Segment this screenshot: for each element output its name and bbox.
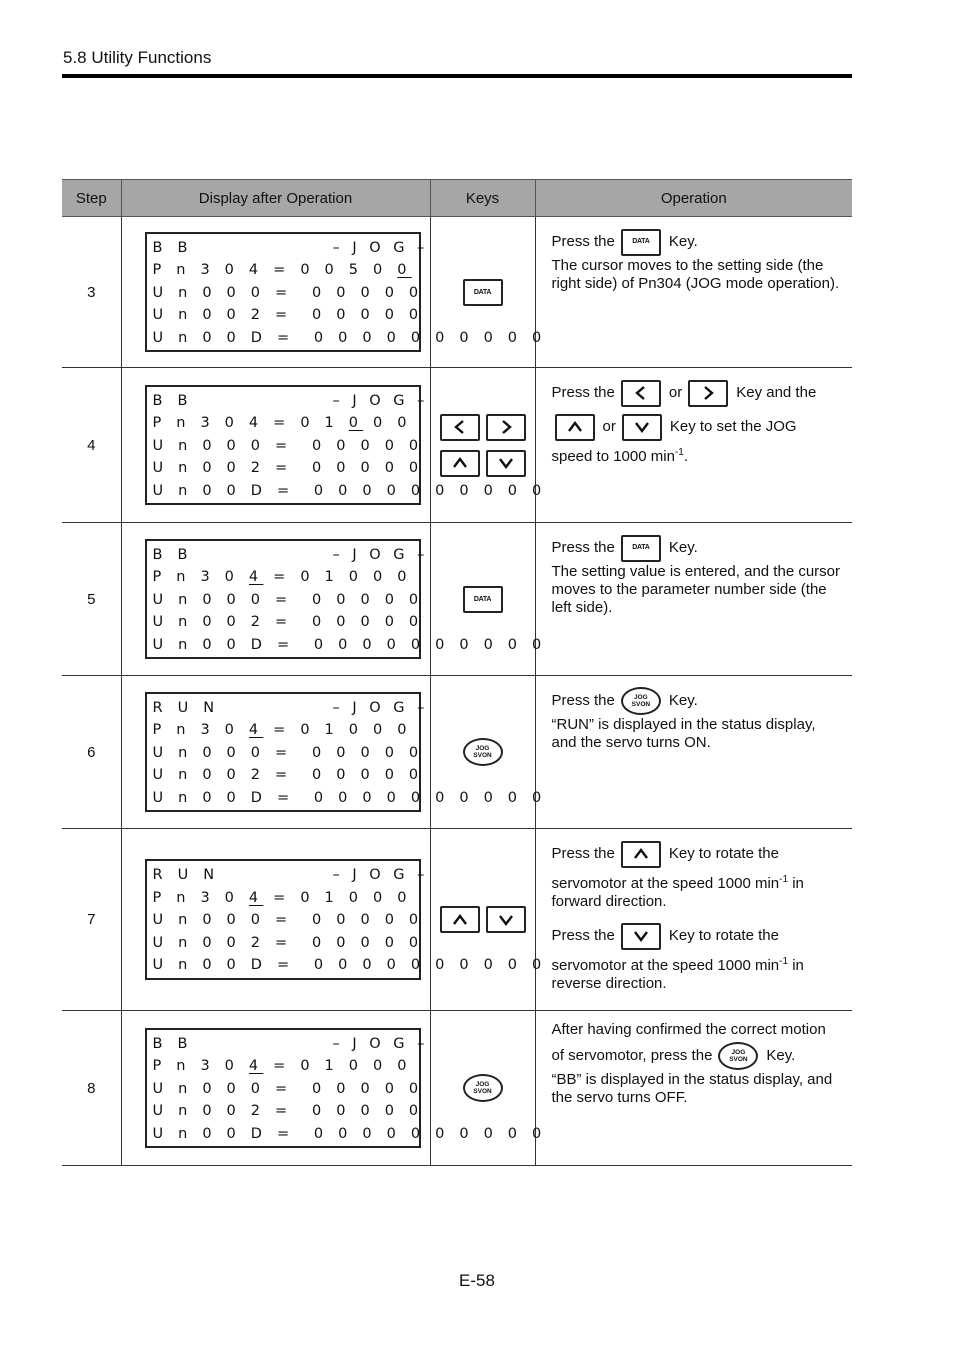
header-step: Step — [62, 180, 121, 217]
lcd-cursor-digit: 0 — [397, 262, 412, 279]
keys-cell — [430, 1011, 535, 1166]
lcd-un002-line: U n 0 0 2 = 0 0 0 0 0 — [152, 1103, 424, 1120]
op-desc-superscript: -1 — [779, 874, 789, 885]
op-or-text: or — [668, 384, 683, 401]
lcd-cursor-digit: 4 — [248, 722, 264, 739]
lcd-pn-suffix: = 0 1 0 0 0 — [263, 722, 412, 739]
lcd-un000-line: U n 0 0 0 = 0 0 0 0 0 — [152, 437, 424, 454]
table-row — [62, 829, 852, 1011]
op-after-text: Key to rotate the — [668, 845, 779, 862]
op-after-text: Key. — [668, 692, 698, 709]
op-desc-text: speed to 1000 min — [551, 448, 675, 465]
jog-label: JOG — [731, 1049, 746, 1056]
jog-svon-key-icon — [621, 687, 661, 715]
up-arrow-icon — [621, 841, 661, 868]
operation-cell — [535, 523, 852, 676]
jog-svon-key-icon[interactable] — [463, 1074, 503, 1102]
op-desc-end: in forward direction. — [551, 875, 804, 910]
section-title: 5.8 Utility Functions — [63, 48, 212, 67]
lcd-un00d-line: U n 0 0 D = 0 0 0 0 0 0 0 0 0 0 — [152, 1125, 547, 1142]
lcd-un000-line: U n 0 0 0 = 0 0 0 0 0 — [152, 1080, 424, 1097]
op-press-line — [552, 839, 845, 869]
op-intro: After having confirmed the correct motion — [551, 1021, 826, 1038]
up-arrow-icon[interactable] — [440, 450, 480, 477]
lcd-status-line — [152, 390, 429, 413]
lcd-status-line — [152, 1033, 429, 1056]
jog-label: JOG — [634, 694, 648, 701]
lcd-status: B B — [152, 239, 193, 256]
op-press-line-2 — [552, 412, 845, 442]
svon-label: SVON — [631, 701, 651, 708]
op-press-line — [552, 1041, 845, 1071]
operation-cell — [535, 676, 852, 829]
svon-label: SVON — [473, 752, 492, 759]
operation-cell — [535, 829, 852, 1011]
lcd-status: B B — [152, 392, 193, 409]
op-description-2 — [552, 957, 845, 993]
op-description: The setting value is entered, and the cursor moves to the parameter number side (the left side). — [551, 563, 841, 616]
lcd-pn-prefix: P n 3 0 — [152, 1058, 249, 1075]
lcd-pn-suffix: = 0 1 0 0 0 — [263, 889, 412, 906]
op-desc-end: in reverse direction. — [551, 957, 804, 992]
op-description: “RUN” is displayed in the status display, and the servo turns ON. — [551, 716, 816, 751]
keys-cell — [430, 829, 535, 1011]
header-operation: Operation — [535, 180, 852, 217]
table-header-row — [62, 180, 852, 217]
lcd-pn-line — [153, 719, 419, 742]
operation-table — [62, 179, 852, 1166]
lcd-un00d-line: U n 0 0 D = 0 0 0 0 0 0 0 0 0 0 — [152, 636, 547, 653]
lcd-cursor-digit: 0 — [348, 415, 364, 432]
page-number: E-58 — [459, 1271, 495, 1290]
lcd-display — [145, 859, 547, 980]
up-arrow-icon[interactable] — [440, 906, 480, 933]
step-number: 5 — [62, 523, 121, 676]
op-press-text: Press the — [551, 384, 615, 401]
op-or-text: or — [602, 418, 616, 435]
lcd-un00d-line: U n 0 0 D = 0 0 0 0 0 0 0 0 0 0 — [152, 789, 547, 806]
lcd-mode: – J O G – — [332, 239, 429, 256]
op-press-text: of servomotor, press the — [551, 1047, 713, 1064]
lcd-un00d-line: U n 0 0 D = 0 0 0 0 0 0 0 0 0 0 — [152, 957, 547, 974]
left-arrow-icon[interactable] — [440, 414, 480, 441]
op-desc-end: . — [683, 448, 688, 465]
lcd-pn-suffix: 0 0 — [363, 415, 412, 432]
op-press-text: Press the — [551, 692, 615, 709]
lcd-status-line — [152, 697, 429, 720]
data-key-icon: DATA — [621, 229, 661, 256]
op-after-text: Key. — [668, 233, 698, 250]
lcd-cursor-digit: 4 — [248, 569, 264, 586]
lcd-mode: – J O G – — [332, 867, 429, 884]
op-press-line-2 — [552, 921, 845, 951]
op-press-line — [552, 227, 845, 257]
step-number: 6 — [62, 676, 121, 829]
display-cell — [121, 368, 547, 523]
data-key-icon[interactable]: DATA — [463, 279, 503, 306]
svon-label: SVON — [729, 1056, 748, 1063]
lcd-un002-line: U n 0 0 2 = 0 0 0 0 0 — [152, 307, 424, 324]
lcd-un000-line: U n 0 0 0 = 0 0 0 0 0 — [152, 591, 424, 608]
lcd-pn-line — [153, 412, 419, 435]
jog-svon-key-icon[interactable] — [463, 738, 503, 766]
lcd-pn-suffix: = 0 1 0 0 0 — [263, 1058, 412, 1075]
down-arrow-icon[interactable] — [486, 450, 526, 477]
lcd-cursor-digit: 4 — [248, 889, 264, 906]
lcd-pn-line — [153, 566, 419, 589]
operation-cell — [535, 368, 852, 523]
left-arrow-icon — [621, 380, 661, 407]
operation-cell — [535, 1011, 852, 1166]
right-arrow-icon[interactable] — [486, 414, 526, 441]
lcd-status: R U N — [152, 699, 220, 716]
lcd-un002-line: U n 0 0 2 = 0 0 0 0 0 — [152, 934, 424, 951]
svon-label: SVON — [473, 1088, 492, 1095]
up-down-keys-group — [440, 906, 526, 933]
lcd-pn-prefix: P n 3 0 — [152, 889, 249, 906]
lcd-status: B B — [152, 1035, 193, 1052]
step-number: 8 — [62, 1011, 121, 1166]
header-keys: Keys — [430, 180, 535, 217]
op-after-text: Key to rotate the — [668, 927, 779, 944]
display-cell — [121, 829, 547, 1011]
op-description — [552, 448, 845, 466]
lcd-cursor-digit: 4 — [248, 1058, 264, 1075]
op-desc-text: servomotor at the speed 1000 min — [551, 875, 780, 892]
jog-svon-key-icon — [718, 1042, 758, 1070]
lcd-pn-line — [153, 1055, 419, 1078]
lcd-pn-suffix: = 0 1 0 0 0 — [263, 569, 412, 586]
lcd-pn-line — [153, 259, 419, 282]
down-arrow-icon — [621, 923, 661, 950]
table-row — [62, 368, 852, 523]
lcd-pn-prefix: P n 3 0 4 = 0 0 5 0 — [152, 262, 398, 279]
op-desc-superscript: -1 — [779, 956, 789, 967]
op-press-line — [552, 378, 845, 408]
lcd-un002-line: U n 0 0 2 = 0 0 0 0 0 — [152, 767, 424, 784]
op-desc-superscript: -1 — [674, 447, 684, 458]
op-desc-text: servomotor at the speed 1000 min — [551, 957, 780, 974]
table-row — [62, 523, 852, 676]
step-number: 4 — [62, 368, 121, 523]
lcd-status: B B — [152, 546, 193, 563]
operation-cell — [535, 217, 852, 368]
lcd-pn-line — [153, 887, 419, 910]
arrow-keys-group — [440, 414, 526, 477]
lcd-un002-line: U n 0 0 2 = 0 0 0 0 0 — [152, 614, 424, 631]
lcd-mode: – J O G – — [332, 546, 429, 563]
up-arrow-icon — [555, 414, 595, 441]
op-press-text: Press the — [551, 233, 615, 250]
down-arrow-icon[interactable] — [486, 906, 526, 933]
op-press-text: Press the — [551, 539, 615, 556]
op-description: “BB” is displayed in the status display, and the servo turns OFF. — [551, 1071, 833, 1106]
table-row — [62, 217, 852, 368]
op-press-text: Press the — [551, 927, 615, 944]
lcd-un00d-line: U n 0 0 D = 0 0 0 0 0 0 0 0 0 0 — [152, 329, 547, 346]
lcd-status-line — [152, 544, 429, 567]
op-description — [552, 875, 845, 911]
step-number: 7 — [62, 829, 121, 1011]
op-mid-text: Key and the — [736, 384, 817, 401]
keys-cell — [430, 368, 535, 523]
table-row — [62, 676, 852, 829]
data-key-icon: DATA — [621, 535, 661, 562]
jog-label: JOG — [475, 745, 490, 752]
step-number: 3 — [62, 217, 121, 368]
op-after-text: Key. — [668, 539, 698, 556]
lcd-un00d-line: U n 0 0 D = 0 0 0 0 0 0 0 0 0 0 — [152, 482, 547, 499]
table-row — [62, 1011, 852, 1166]
lcd-mode: – J O G – — [332, 1035, 429, 1052]
lcd-status-line — [152, 864, 429, 887]
lcd-un002-line: U n 0 0 2 = 0 0 0 0 0 — [152, 460, 424, 477]
lcd-display — [145, 385, 547, 506]
header-display: Display after Operation — [121, 180, 430, 217]
lcd-un000-line: U n 0 0 0 = 0 0 0 0 0 — [152, 744, 424, 761]
right-arrow-icon — [688, 380, 728, 407]
header-rule — [62, 74, 852, 78]
op-after-text: Key. — [766, 1047, 796, 1064]
lcd-un000-line: U n 0 0 0 = 0 0 0 0 0 — [152, 284, 424, 301]
op-after-text: Key to set the JOG — [669, 418, 797, 435]
op-press-line — [552, 686, 845, 716]
lcd-pn-prefix: P n 3 0 — [152, 569, 249, 586]
data-key-icon[interactable]: DATA — [463, 586, 503, 613]
lcd-status: R U N — [152, 867, 220, 884]
op-press-text: Press the — [551, 845, 615, 862]
op-description: The cursor moves to the setting side (the right side) of Pn304 (JOG mode operation). — [551, 257, 840, 292]
op-press-line — [552, 533, 845, 563]
lcd-un000-line: U n 0 0 0 = 0 0 0 0 0 — [152, 912, 424, 929]
lcd-mode: – J O G – — [332, 392, 429, 409]
lcd-pn-prefix: P n 3 0 — [152, 722, 249, 739]
lcd-pn-prefix: P n 3 0 4 = 0 1 — [152, 415, 349, 432]
down-arrow-icon — [622, 414, 662, 441]
lcd-status-line — [152, 237, 429, 260]
jog-label: JOG — [475, 1081, 490, 1088]
lcd-mode: – J O G – — [332, 699, 429, 716]
